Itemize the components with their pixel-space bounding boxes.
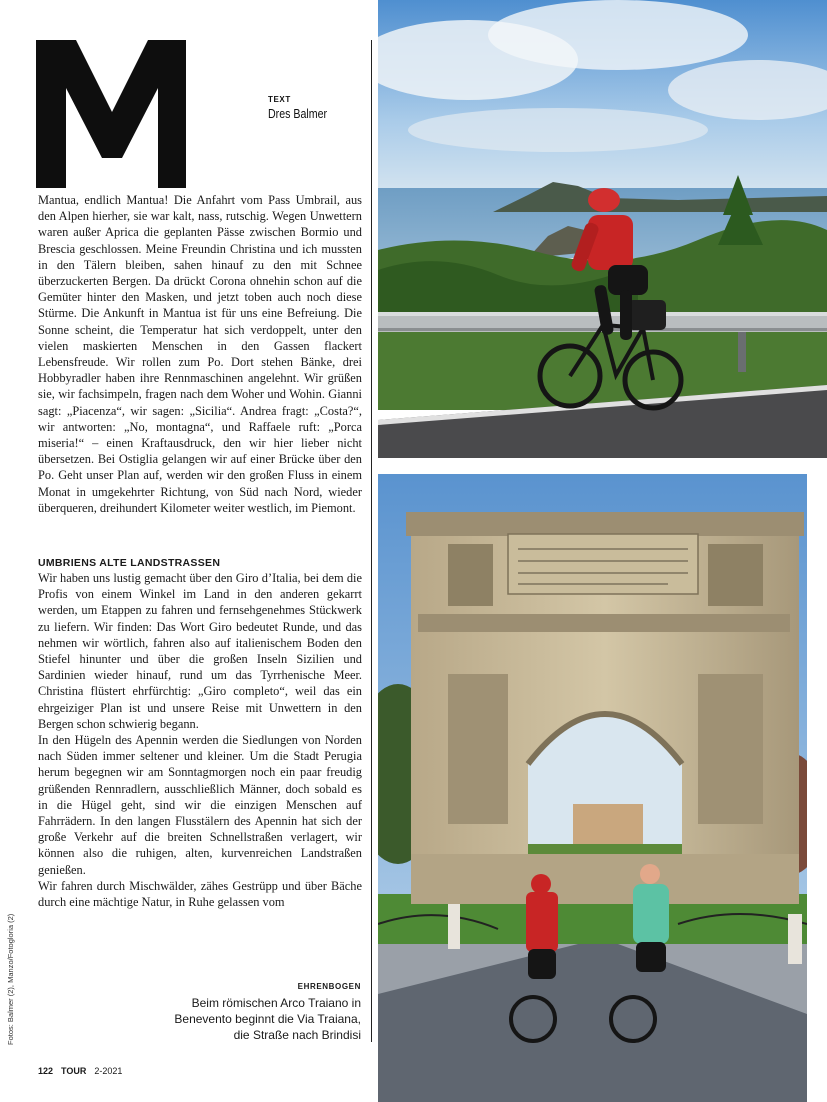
body-paragraph: Wir fahren durch Mischwälder, zähes Gestrüpp und über Bäche durch eine mächtige Natur, in Ruhe gelassen vom [38,878,362,910]
folio [38,1066,122,1076]
magazine-name: TOUR [61,1066,87,1076]
issue-number: 2-2021 [94,1066,123,1076]
intro-paragraph: Mantua, endlich Mantua! Die Anfahrt vom Pass Umbrail, aus den Alpen hierher, sie war kalt, nass, rutschig. Wegen Unwettern waren außer Aprica die geplanten Pässe zwischen Bormio und Brescia geschlossen. Meine Freundin Christina und ich mussten in den Tälern bleiben, sahen hinauf zu den mit Schnee überzuckerten Bergen. Da drückt Corona ohnehin schon auf die Gemüter hinter den Masken, und jetzt toben auch noch diese Stürme. Die Ankunft in Mantua ist für uns eine Befreiung. Die Sonne scheint, die Temperatur hat sich verdoppelt, unter den vielen maskierten Menschen in den Gassen flackert Lebensfreude. Wir rollen zum Po. Dort stehen Bänke, drei Hobbyradler haben ihre Rennmaschinen angelehnt. Wir grüßen sie, wir fachsimpeln, fragen nach dem Woher und Wohin. Gianni sagt: „Piacenza“, wir sagen: „Sicilia“. Andrea fragt: „Costa?“, wir antworten: „No, montagna“, und Raffaele ruft: „Porca miseria!“ – einen Kraftausdruck, den wir hier lieber nicht übersetzen. Bei Ostiglia gelangen wir auf einer Brücke über den Po. Geht unser Plan auf, werden wir den großen Fluss in einem Monat in umgekehrter Richtung, von Süd nach Nord, wieder überqueren, dreihundert Kilometer weiter westlich, im Piemont. [38,193,362,515]
photo-credit: Fotos: Balmer (2), Manzo/Fotogloria (2) [6,913,15,1045]
caption-text: Beim römischen Arco Traiano in Benevento beginnt die Via Traiana, die Straße nach Brindisi [174,996,361,1042]
cyclist-coast-photo [378,0,827,458]
column-divider [371,40,372,1042]
body-paragraph: In den Hügeln des Apennin werden die Siedlungen von Norden nach Süden immer seltener und kleiner. Um die Stadt Perugia herum begegnen wir am Sonntagmorgen noch ein paar freudig grüßenden Rennradlern, ausschließlich Männer, doch sobald es in die Hügel geht, sind wir die einzigen Menschen auf Fahrrädern. In den langen Flusstälern des Apennin hat sich der große Verkehr auf die breiten Schnellstraßen verlagert, wir können also die ruhigen, alten, kurvenreichen Landstraßen genießen. [38,733,362,877]
section-umbrien [38,557,362,910]
body-paragraph: Wir haben uns lustig gemacht über den Giro d’Italia, bei dem die Profis von einem Winkel im Land in den anderen gekarrt werden, um Etappen zu fahren und fernsehgenehmes Stückwerk zu liefern. Wir finden: Das Wort Giro bedeutet Runde, und das nehmen wir wörtlich, fahren also auf italienischem Boden den Stiefel hinunter und über die großen Inseln Sizilien und Sardinien wieder hinauf, rund um das Tyrrhenische Meer. Christina flüstert ehrfürchtig: „Giro completo“, weil das ein ehrgeiziger Plan ist und unsere Reise mit Unwettern in den Bergen schon schwierig begann. [38,571,362,731]
author-name: Dres Balmer [268,107,328,121]
photo-caption [161,982,361,1043]
caption-label: EHRENBOGEN [297,982,361,991]
author-credit [268,95,337,121]
credit-label: TEXT [268,95,291,104]
drop-cap [36,40,188,190]
section-subhead: UMBRIENS ALTE LANDSTRASSEN [38,557,221,569]
arco-traiano-photo [378,474,807,1102]
page-number: 122 [38,1066,54,1076]
intro-text [38,192,362,516]
